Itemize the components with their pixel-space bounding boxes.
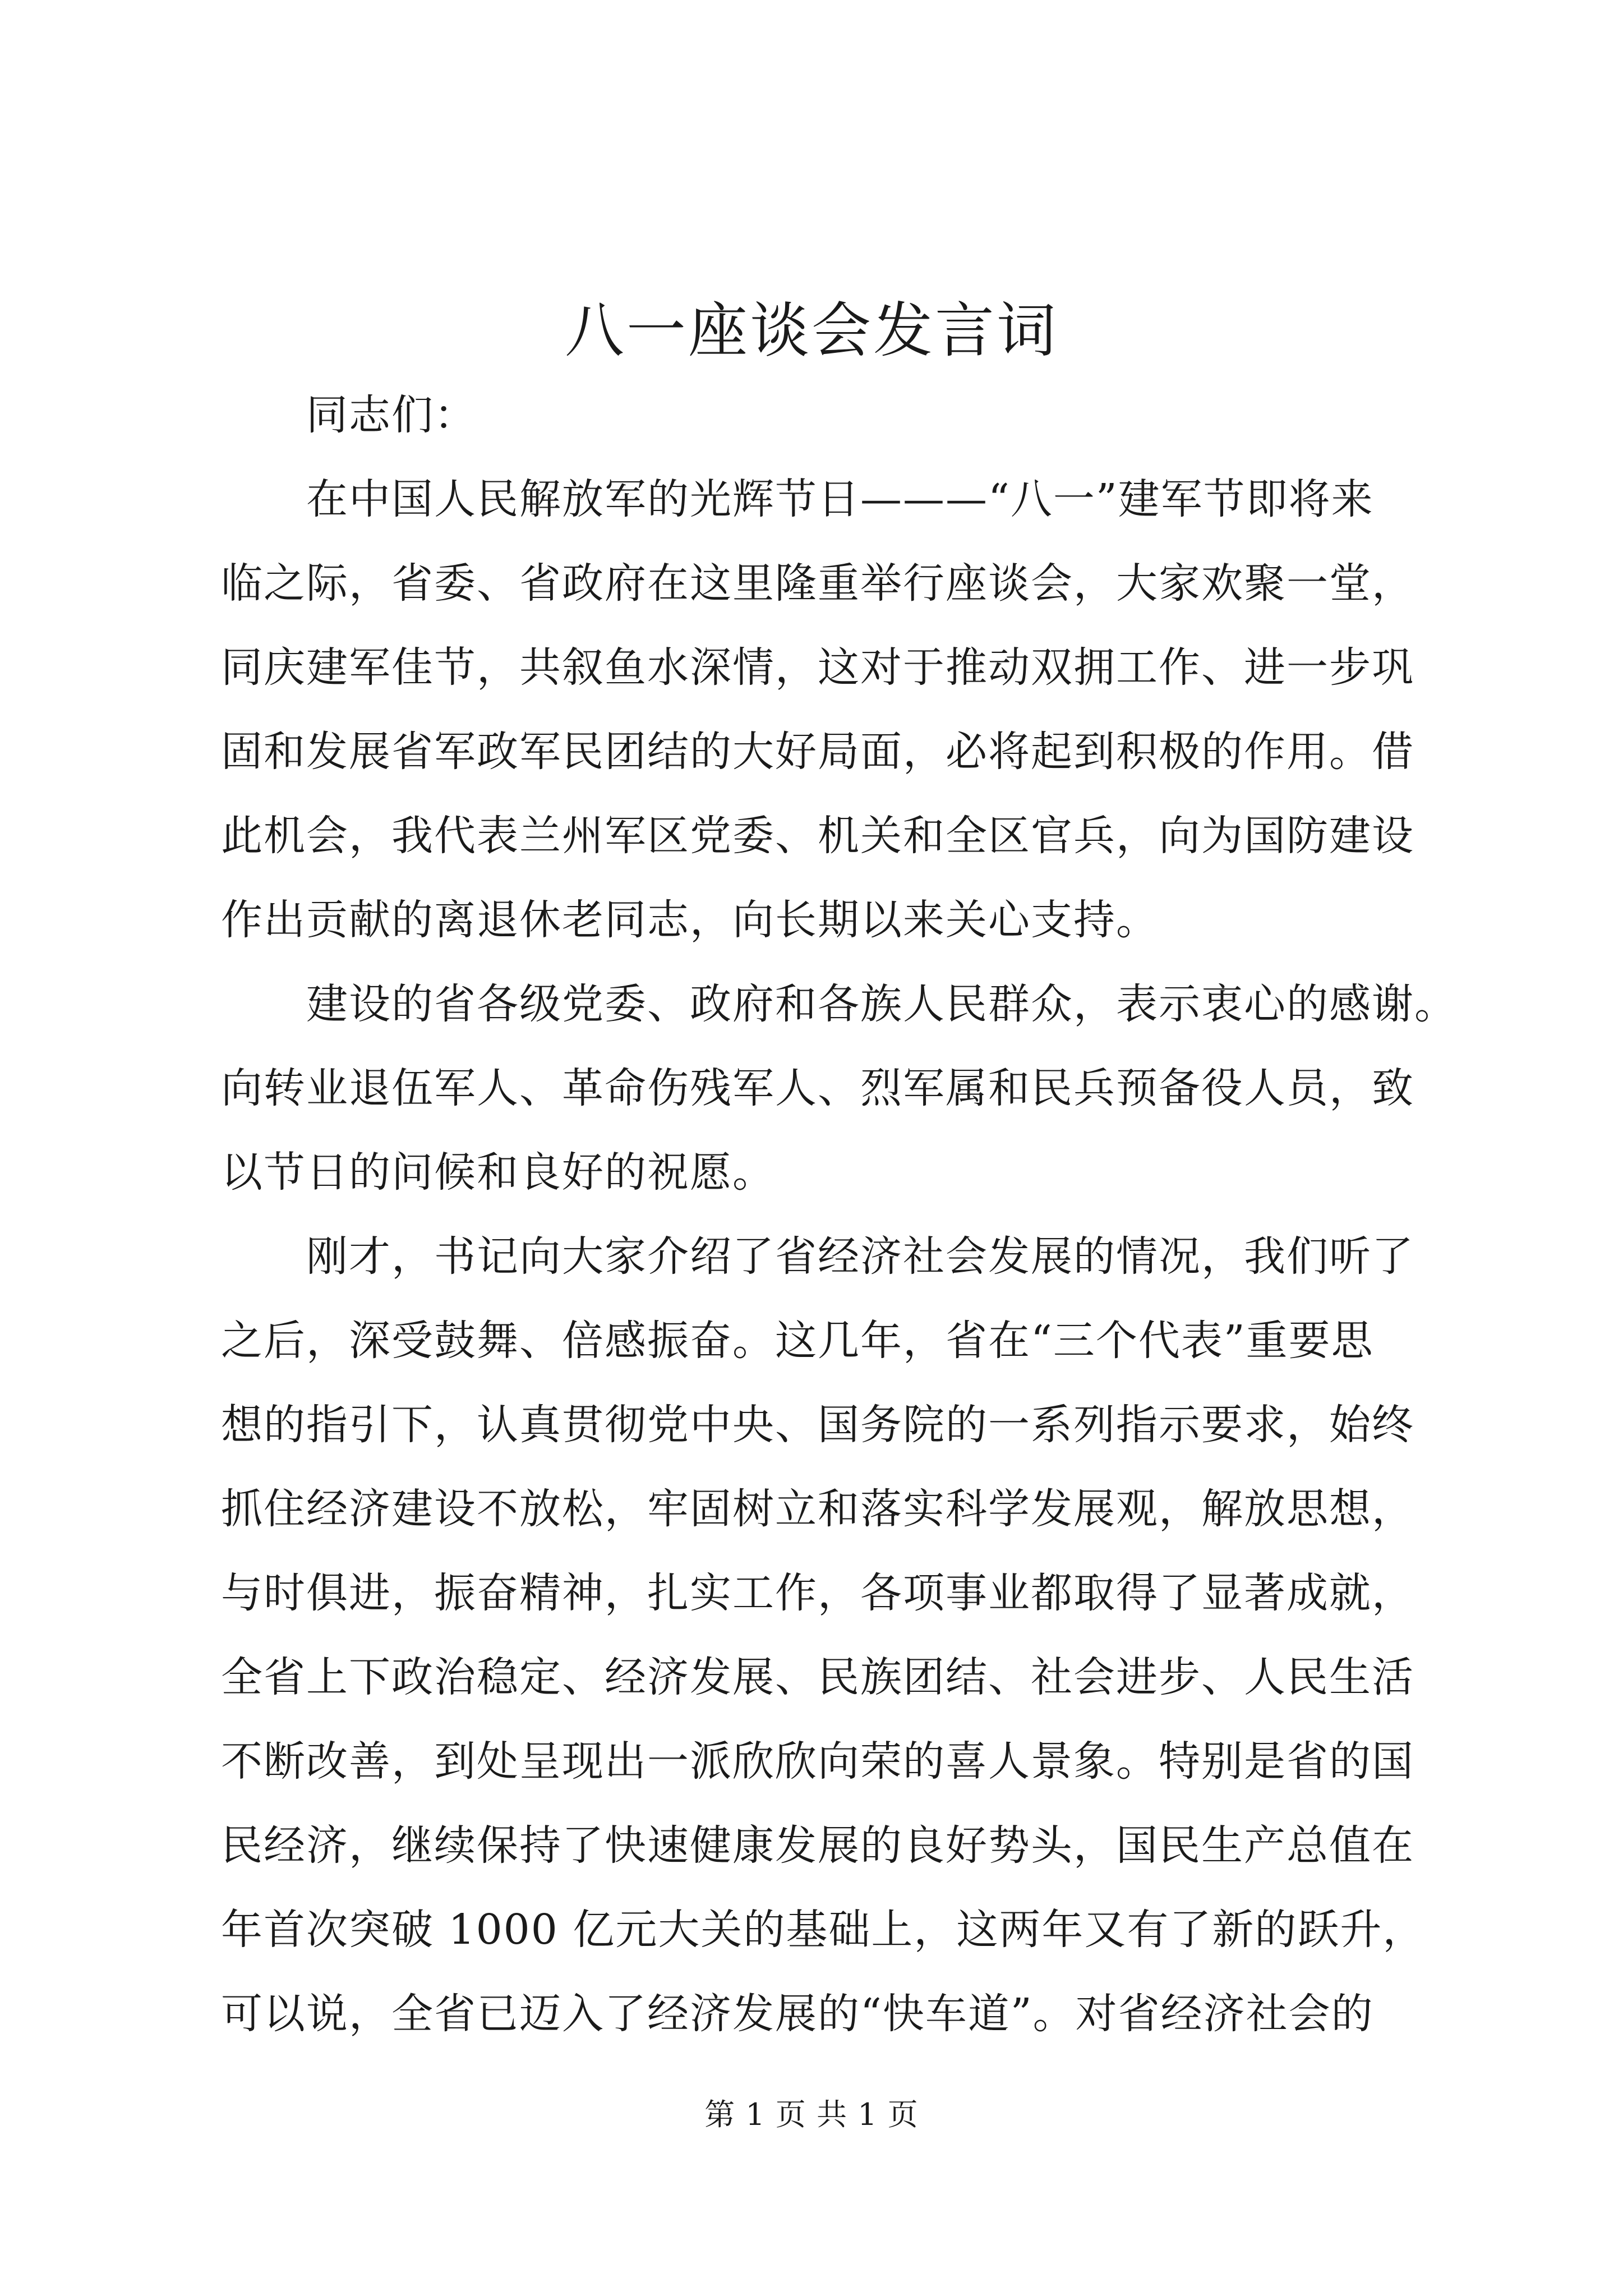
- body-line: 民经济，继续保持了快速健康发展的良好势头，国民生产总值在: [221, 1821, 1414, 1870]
- body-line: 在中国人民解放军的光辉节日———“八一”建军节即将来: [221, 475, 1374, 523]
- body-line: 作出贡献的离退休老同志，向长期以来关心支持。: [221, 896, 1159, 944]
- body-line: 不断改善，到处呈现出一派欣欣向荣的喜人景象。特别是省的国: [221, 1737, 1414, 1786]
- body-line: 与时俱进，振奋精神，扎实工作，各项事业都取得了显著成就，: [221, 1569, 1414, 1617]
- body-line: 刚才，书记向大家介绍了省经济社会发展的情况，我们听了: [221, 1232, 1414, 1281]
- body-line: 此机会，我代表兰州军区党委、机关和全区官兵，向为国防建设: [221, 812, 1414, 860]
- body-line: 同志们：: [221, 391, 477, 439]
- body-line: 全省上下政治稳定、经济发展、民族团结、社会进步、人民生活: [221, 1653, 1414, 1701]
- page-number-footer: 第 1 页 共 1 页: [704, 2097, 919, 2132]
- body-line: 年首次突破 1000 亿元大关的基础上，这两年又有了新的跃升，: [221, 1906, 1426, 1954]
- body-line: 临之际，省委、省政府在这里隆重举行座谈会，大家欢聚一堂，: [221, 559, 1414, 608]
- body-line: 建设的省各级党委、政府和各族人民群众，表示衷心的感谢。: [221, 980, 1457, 1028]
- body-line: 以节日的问候和良好的祝愿。: [221, 1148, 775, 1197]
- body-line: 同庆建军佳节，共叙鱼水深情，这对于推动双拥工作、进一步巩: [221, 643, 1414, 692]
- body-line: 可以说，全省已迈入了经济发展的“快车道”。对省经济社会的: [221, 1990, 1374, 2038]
- body-line: 固和发展省军政军民团结的大好局面，必将起到积极的作用。借: [221, 728, 1414, 776]
- body-line: 抓住经济建设不放松，牢固树立和落实科学发展观，解放思想，: [221, 1485, 1414, 1533]
- document-title: 八一座谈会发言词: [565, 296, 1058, 365]
- body-line: 之后，深受鼓舞、倍感振奋。这几年，省在“三个代表”重要思: [221, 1317, 1374, 1365]
- body-line: 想的指引下，认真贯彻党中央、国务院的一系列指示要求，始终: [221, 1401, 1414, 1449]
- body-line: 向转业退伍军人、革命伤残军人、烈军属和民兵预备役人员，致: [221, 1064, 1414, 1112]
